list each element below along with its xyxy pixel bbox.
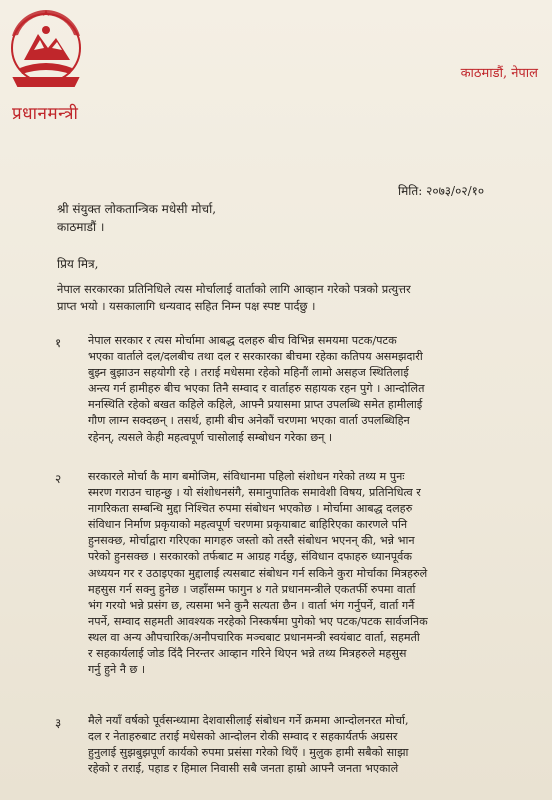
nepal-emblem-icon (4, 4, 88, 100)
intro-paragraph (57, 281, 527, 315)
paragraph-line: मैले नयाँ वर्षको पूर्वसन्ध्यामा देशवासीलाई संबोधन गर्ने क्रममा आन्दोलनरत मोर्चा, (88, 714, 409, 727)
paragraph-line: भंग गरयो भन्ने प्रसंग छ, त्यसमा भने कुनै सत्यता छैन । वार्ता भंग गर्नुपर्ने, वार्ता गर्नै (88, 598, 415, 612)
addressee-line-2: काठमाडौं । (57, 220, 105, 234)
location-text: काठमाडौं, नेपाल (460, 66, 538, 81)
paragraph-line: सरकारले मोर्चा कै माग बमोजिम, संविधानमा पहिलो संशोधन गरेको तथ्य म पुनः (88, 470, 405, 483)
paragraph-line: भएका वार्ताले दल/दलबीच तथा दल र सरकारका बीचमा रहेका कतिपय असमझदारी (88, 350, 423, 364)
paragraph-line: रहेको र तराई, पहाड र हिमाल निवासी सबै जनता हाम्रो आफ्नै जनता भएकाले (88, 762, 399, 776)
paragraph-line: दल र नेताहरुबाट तराई मधेसको आन्दोलन रोकी सम्वाद र सहकार्यतर्फ अग्रसर (88, 730, 398, 744)
intro-line: नेपाल सरकारका प्रतिनिधिले त्यस मोर्चालाई वार्ताको लागि आव्हान गरेको पत्रको प्रत्युत्तर (57, 282, 411, 296)
paragraph-line: नागरिकता सम्बन्धि मुद्दा निश्चित रुपमा संबोधन भएकोछ । मोर्चामा आबद्ध दलहरु (88, 502, 413, 516)
section-number: ३ (55, 716, 62, 730)
paragraph-line: परेको हुनसक्छ । सरकारको तर्फबाट म आग्रह गर्दछु, संविधान दफाहरु ध्यानपूर्वक (88, 550, 412, 564)
intro-line: प्राप्त भयो । यसकालागि धन्यवाद सहित निम्न पक्ष स्पष्ट पार्दछु । (57, 299, 316, 313)
salutation: प्रिय मित्र, (57, 257, 99, 271)
addressee-line-1: श्री संयुक्त लोकतान्त्रिक मधेसी मोर्चा, (57, 202, 217, 216)
paragraph-line: नेपाल सरकार र त्यस मोर्चामा आबद्ध दलहरु बीच विभिन्न समयमा पटक/पटक (88, 334, 397, 347)
paragraph-line: र सहकार्यलाई जोड दिंदै निरन्तर आव्हान गरिने थिएन भन्ने तथ्य मित्रहरुले महसुस (88, 647, 407, 661)
paragraph-line: महसुस गर्न सक्नु हुनेछ । जहाँसम्म फागुन ४ गते प्रधानमन्त्रीले एकतर्फी रुपमा वार्ता (88, 582, 416, 596)
paragraph-line: रहेनन्, त्यसले केही महत्वपूर्ण चासोलाई सम्बोधन गरेका छन् । (88, 430, 333, 444)
paragraph-line: हुनुलाई सुझबुझपूर्ण कार्यको रुपमा प्रसंसा गरेको थिएँ । मुलुक हामी सबैको साझा (88, 746, 409, 760)
paragraph-line: गर्नु हुने नै छ । (88, 663, 146, 677)
paragraph-line: हुनसक्छ, मोर्चाद्वारा गरिएका मागहरु जस्तो को तस्तै संबोधन भएनन् की, भन्ने भान (88, 534, 415, 548)
section-2-paragraph (88, 469, 536, 678)
section-3-paragraph (88, 713, 536, 777)
letter-date: मिति: २०७३/०२/१० (398, 184, 485, 198)
section-number: २ (55, 472, 62, 486)
paragraph-line: गौण लाग्न सक्दछन् । तसर्थ, हामी बीच अनेकौं चरणमा भएका वार्ता उपलब्धिहिन (88, 414, 410, 428)
paragraph-line: नपर्ने, सम्वाद सहमती आवश्यक नरहेको निस्कर्षमा पुगेको भए पटक/पटक सार्वजनिक (88, 614, 428, 628)
office-title: प्रधानमन्त्री (12, 104, 79, 124)
section-number: १ (55, 336, 62, 350)
section-1-paragraph (88, 333, 536, 446)
paragraph-line: संविधान निर्माण प्रकृयाको महत्वपूर्ण चरणमा प्रकृयाबाट बाहिरिएका कारणले पनि (88, 518, 408, 532)
paragraph-line: स्मरण गराउन चाहन्छु । यो संशोधनसंगै, समानुपातिक समावेशी विषय, प्रतिनिधित्व र (88, 486, 421, 500)
paragraph-line: स्थल वा अन्य औपचारिक/अनौपचारिक मञ्चबाट प्रधानमन्त्री स्वयंबाट वार्ता, सहमती (88, 630, 420, 644)
paragraph-line: मनस्थिति रहेको बखत कहिले कहिले, आफ्नै प्रयासमा प्राप्त उपलब्धि समेत हामीलाई (88, 398, 423, 412)
paragraph-line: अध्ययन गर र उठाइएका मुद्दालाई त्यसबाट संबोधन गर्न सकिने कुरा मोर्चाका मित्रहरुले (88, 566, 428, 580)
paragraph-line: बुझ्न बुझाउन सहयोगी रहे । तराई मधेसमा रहेको महिनौं लामो असहज स्थितिलाई (88, 366, 409, 380)
paragraph-line: अन्त्य गर्न हामीहरु बीच भएका तिनै सम्वाद र वार्ताहरु सहायक रहन पुगे । आन्दोलित (88, 382, 425, 396)
